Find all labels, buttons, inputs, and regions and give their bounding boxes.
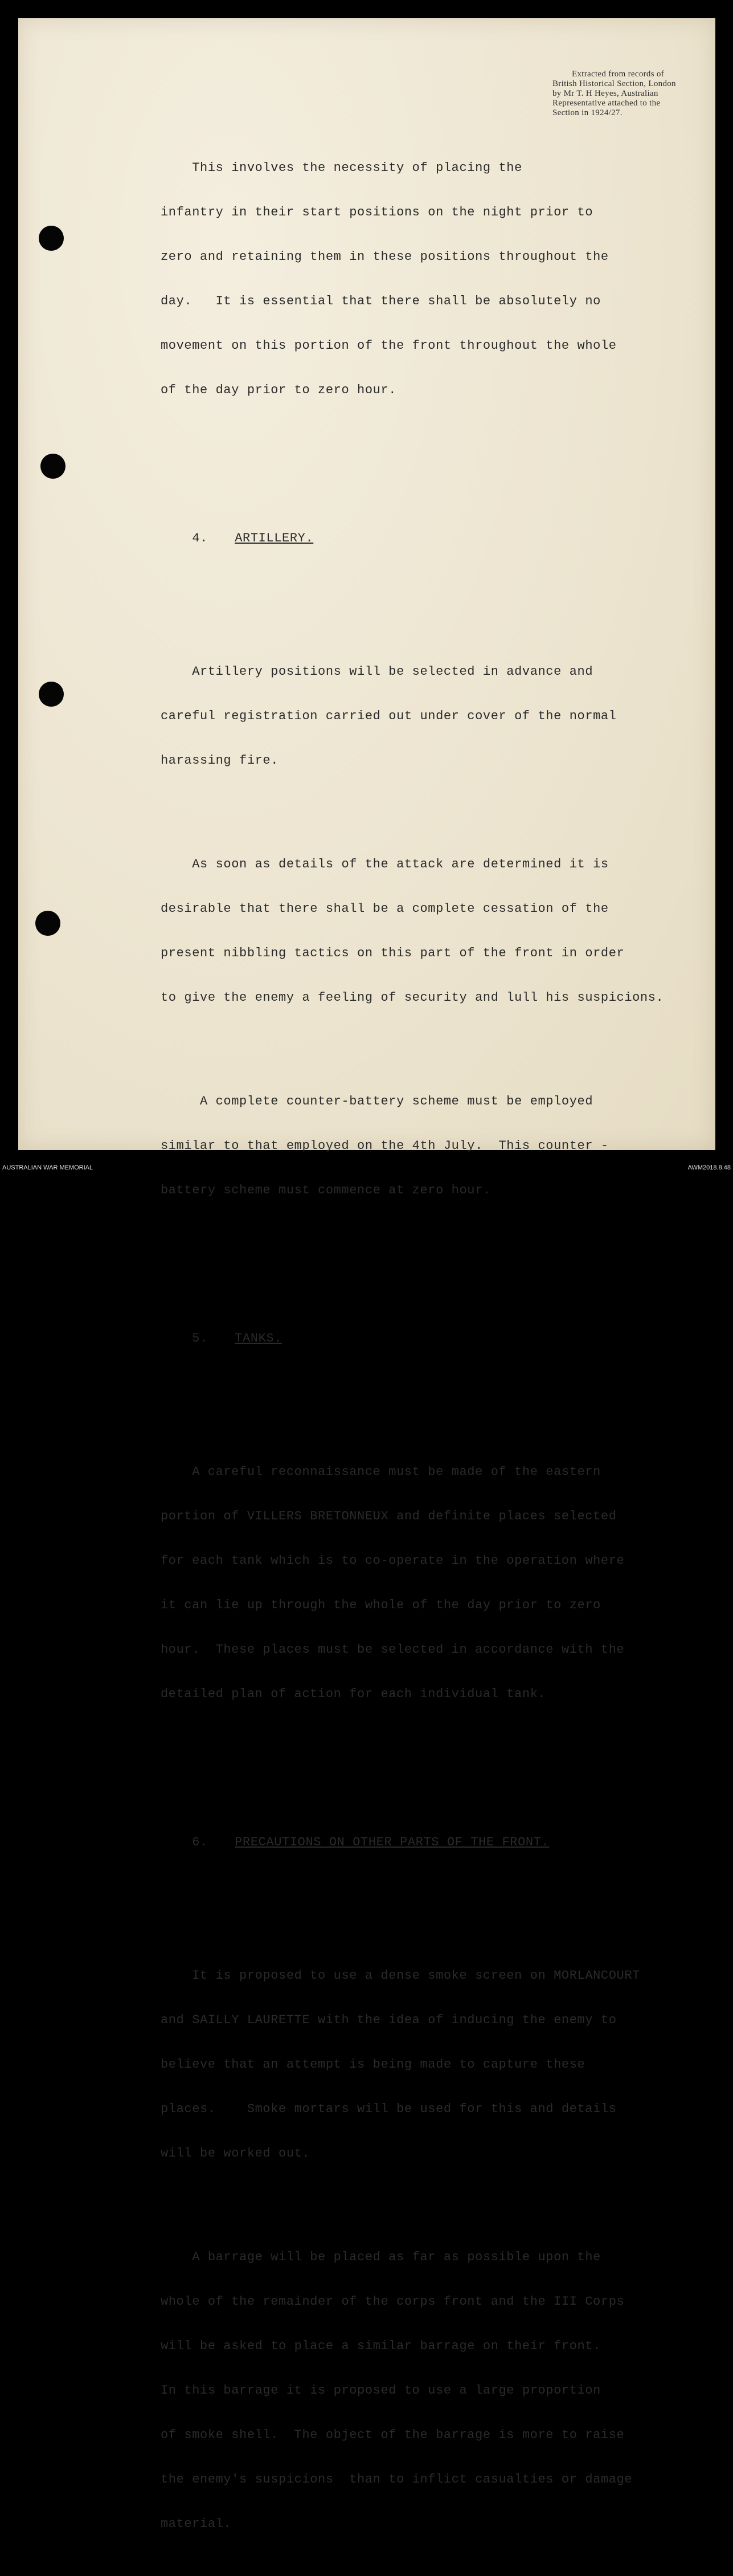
stamp-line: Section in 1924/27.	[552, 108, 623, 117]
text-line: day. It is essential that there shall be absolutely no	[161, 294, 601, 308]
punch-hole	[35, 911, 60, 936]
text-line: Artillery positions will be selected in advance and	[161, 665, 593, 679]
section-title: TANKS.	[235, 1331, 282, 1346]
text-line: will be worked out.	[161, 2146, 310, 2161]
document-body	[161, 101, 713, 2576]
artillery-paragraph	[161, 635, 713, 798]
text-line: infantry in their start positions on the night prior to	[161, 205, 593, 219]
text-line: will be asked to place a similar barrage on their front.	[161, 2339, 601, 2353]
stamp-line: by Mr T. H Heyes, Australian	[552, 89, 658, 98]
text-line: detailed plan of action for each individual tank.	[161, 1687, 546, 1701]
stamp-line: Extracted from records of	[572, 70, 665, 79]
text-line: similar to that employed on the 4th July. This counter -	[161, 1139, 609, 1153]
stamp-line: British Historical Section, London	[552, 79, 676, 88]
text-line: to give the enemy a feeling of security and lull his suspicions.	[161, 991, 664, 1005]
section-number: 4.	[192, 531, 208, 545]
artillery-paragraph	[161, 828, 713, 1035]
section-heading-tanks	[161, 1316, 713, 1361]
text-line: hour. These places must be selected in accordance with the	[161, 1642, 625, 1657]
text-line: movement on this portion of the front throughout the whole	[161, 339, 617, 353]
precautions-paragraph	[161, 1939, 713, 2191]
text-line: As soon as details of the attack are determined it is	[161, 857, 609, 871]
text-line: it can lie up through the whole of the day prior to zero	[161, 1598, 601, 1612]
text-line: In this barrage it is proposed to use a large proportion	[161, 2383, 601, 2398]
text-line: of smoke shell. The object of the barrage is more to raise	[161, 2428, 625, 2442]
section-number: 5.	[192, 1331, 208, 1346]
punch-hole	[40, 454, 65, 479]
punch-hole	[39, 226, 64, 251]
text-line: present nibbling tactics on this part of the front in order	[161, 946, 625, 960]
text-line: for each tank which is to co-operate in the operation where	[161, 1554, 625, 1568]
text-line: the enemy's suspicions than to inflict casualties or damage	[161, 2472, 633, 2487]
section-title: ARTILLERY.	[235, 531, 314, 545]
section-heading-artillery	[161, 516, 713, 561]
artillery-paragraph	[161, 1065, 713, 1228]
section-heading-precautions	[161, 1820, 713, 1865]
text-line: places. Smoke mortars will be used for this and details	[161, 2102, 617, 2116]
footer-reference: AWM2018.8.48	[687, 1164, 731, 1171]
text-line: A careful reconnaissance must be made of the eastern	[161, 1465, 601, 1479]
text-line: harassing fire.	[161, 753, 279, 768]
text-line: A complete counter-battery scheme must be employed	[161, 1094, 593, 1108]
precautions-paragraph	[161, 2220, 713, 2561]
section-number: 6.	[192, 1835, 208, 1849]
text-line: believe that an attempt is being made to capture these	[161, 2057, 585, 2072]
intro-paragraph	[161, 131, 713, 427]
text-line: zero and retaining them in these positions throughout the	[161, 250, 609, 264]
section-title: PRECAUTIONS ON OTHER PARTS OF THE FRONT.	[235, 1835, 550, 1849]
stamp-line: Representative attached to the	[552, 99, 661, 108]
text-line: This involves the necessity of placing the	[161, 161, 522, 175]
tanks-paragraph	[161, 1435, 713, 1731]
text-line: desirable that there shall be a complete cessation of the	[161, 902, 609, 916]
text-line: It is proposed to use a dense smoke screen on MORLANCOURT	[161, 1968, 640, 1983]
text-line: and SAILLY LAURETTE with the idea of inducing the enemy to	[161, 2013, 617, 2027]
text-line: A barrage will be placed as far as possible upon the	[161, 2250, 601, 2264]
text-line: material.	[161, 2517, 232, 2531]
footer-credit: AUSTRALIAN WAR MEMORIAL	[2, 1164, 93, 1171]
text-line: whole of the remainder of the corps front and the III Corps	[161, 2294, 625, 2309]
punch-hole	[39, 682, 64, 707]
text-line: portion of VILLERS BRETONNEUX and definite places selected	[161, 1509, 617, 1523]
text-line: of the day prior to zero hour.	[161, 383, 397, 397]
text-line: battery scheme must commence at zero hour.	[161, 1183, 491, 1197]
text-line: careful registration carried out under cover of the normal	[161, 709, 617, 723]
